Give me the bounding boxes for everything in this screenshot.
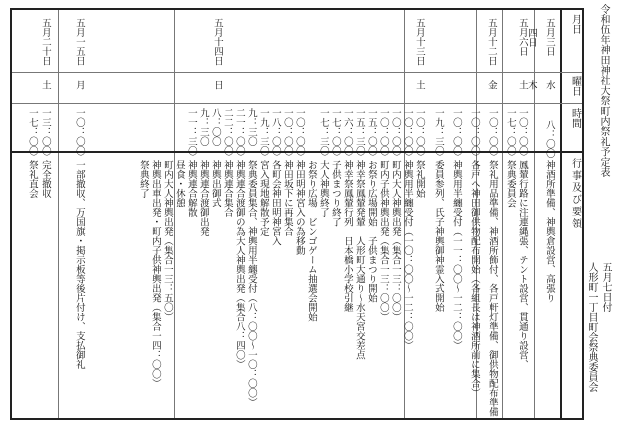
row-time: 一三：〇〇: [39, 108, 51, 156]
row-event: お祭り広場 ビンゴゲーム抽選会開始: [305, 160, 317, 322]
row-time: 一七：〇〇: [26, 108, 38, 156]
row-event: 神輿連合渡御の為大人神輿出発（集合八：四〇）: [233, 160, 245, 369]
header-events: 行事及び要領: [569, 158, 581, 230]
row-time: 二一：〇〇: [233, 108, 245, 156]
footer-organization: 人形町一丁目町会祭典委員会: [586, 262, 597, 392]
row-event: 完全撤収: [39, 160, 51, 198]
row-time: 一〇：〇〇: [401, 108, 413, 156]
row-day: 月: [73, 80, 85, 90]
page-title: 令和伍年神田神社大祭町内祭礼予定表: [598, 4, 609, 178]
row-time: 一〇：〇〇: [413, 108, 425, 156]
row-event: 祭礼用品準備、神酒所飾付、各戸軒灯準備、御供物配布準備: [486, 160, 498, 417]
row-day: 土: [516, 80, 528, 90]
row-event: 神輿出御式: [209, 160, 221, 208]
row-time: 一〇：〇〇: [389, 108, 401, 156]
row-time: 九：三〇: [245, 108, 257, 146]
row-time: 一〇：〇〇: [377, 108, 389, 156]
row-event: 町内大人神輿出発（集合一三：五〇）: [161, 160, 173, 322]
row-event: 昼食・休憩: [173, 160, 185, 208]
row-day: 土: [413, 80, 425, 90]
row-event: 神田坂下に再集合: [281, 160, 293, 236]
row-divider: [12, 72, 582, 73]
row-event: 神輿連合渡御出発: [197, 160, 209, 236]
row-event: 各町会神田明神宮入: [269, 160, 281, 246]
row-event: 神輿用半纏受付（一〇：〇〇～一二：〇〇）: [401, 160, 413, 350]
row-event: 神幸祭鳳輦発輦 人形町大通り～水天宮交差点: [353, 160, 365, 360]
row-time: 八：〇〇: [543, 120, 555, 158]
row-event: 宮入現地解散予定: [257, 160, 269, 236]
row-event: 神幸祭鳳輦行列 日本橋小学校引継: [341, 160, 353, 312]
row-event: 各戸へ神田御供物配布開始（各組長は神酒所前に集合）: [468, 160, 480, 398]
row-time: 一九：三〇: [432, 108, 444, 156]
row-day: 水: [543, 80, 555, 90]
row-time: 一九：三〇: [257, 108, 269, 156]
row-event: 子供まつり終了: [329, 160, 341, 227]
row-time: 一五：三〇: [353, 108, 365, 156]
footer-date: 五月七日付: [600, 262, 611, 312]
row-date: 五月三日: [543, 18, 555, 56]
row-date: 五月十三日: [413, 18, 425, 66]
row-time: 一一：三〇: [185, 108, 197, 156]
row-day: 木: [525, 80, 537, 90]
header-date: 月日: [569, 14, 581, 34]
row-time: 一六：〇〇: [341, 108, 353, 156]
row-event: 委員参列、氏子神輿御神霊入式開始: [432, 160, 444, 312]
row-event: お祭り広場開始 子供まつり開始: [365, 160, 377, 303]
row-date: 四日: [525, 28, 537, 47]
row-time: 一〇：〇〇: [486, 108, 498, 156]
row-event: 祭典委員会: [504, 160, 516, 208]
row-divider: [12, 103, 582, 104]
row-event: 神輿連合解散: [185, 160, 197, 217]
row-time: 一〇：〇〇: [293, 108, 305, 156]
row-event: 町内子供神輿出発（集合一三：〇〇）: [377, 160, 389, 322]
row-event: 神酒所準備、神輿倉設営、高張り: [543, 160, 555, 303]
row-event: 祭典委員集合、神輿用半纏受付（八：〇〇～一〇：〇〇）: [245, 160, 257, 407]
row-event: 祭典終了: [137, 160, 149, 198]
row-event: 大人神輿終了: [317, 160, 329, 217]
row-day: 金: [485, 80, 497, 90]
row-time: 二二：〇〇: [221, 108, 233, 156]
row-event: 町内大人神輿出発（集合一三：〇〇）: [389, 160, 401, 322]
row-date: 五月六日: [516, 18, 528, 56]
row-event: 祭礼直会: [26, 160, 38, 198]
row-time: 一〇：〇〇: [73, 108, 85, 156]
header-day: 曜日: [569, 76, 581, 96]
row-time: 一〇：〇〇: [468, 108, 480, 156]
row-date: 五月一五日: [73, 18, 85, 66]
row-time: 八：〇〇: [209, 108, 221, 146]
row-time: 一〇：〇〇: [450, 108, 462, 156]
row-event: 神輿連合集合: [221, 160, 233, 217]
row-date: 五月十二日: [485, 18, 497, 66]
row-event: 祭礼開始: [413, 160, 425, 198]
schedule-table: [10, 8, 584, 420]
row-date: 五月二十日: [39, 18, 51, 66]
row-time: 一七：〇〇: [329, 108, 341, 156]
row-day: 日: [211, 80, 223, 90]
row-event: 神輿用半纏受付（一一：〇〇～一二：〇〇）: [450, 160, 462, 350]
row-event: 神田明神宮入の為移動: [293, 160, 305, 255]
row-event: 鳳輦行路に注連縄張、テント設営、貫通り設営、: [516, 160, 528, 369]
row-date: 五月十四日: [211, 18, 223, 66]
row-time: 一七：三〇: [317, 108, 329, 156]
row-day: 土: [39, 80, 51, 90]
row-time: 九：三〇: [197, 108, 209, 146]
header-time: 時間: [569, 108, 581, 128]
row-time: 一五：〇〇: [365, 108, 377, 156]
row-time: 一七：〇〇: [504, 108, 516, 156]
row-time: 一八：〇〇: [269, 108, 281, 156]
row-time: 一〇：〇〇: [281, 108, 293, 156]
row-event: 神輿出車出発・町内子供神輿出発（集合一四：〇〇）: [149, 160, 161, 388]
row-time: 一〇：〇〇: [516, 108, 528, 156]
row-event: 一部撤収、万国旗・掲示板等後片付け、支払御礼: [73, 160, 85, 369]
